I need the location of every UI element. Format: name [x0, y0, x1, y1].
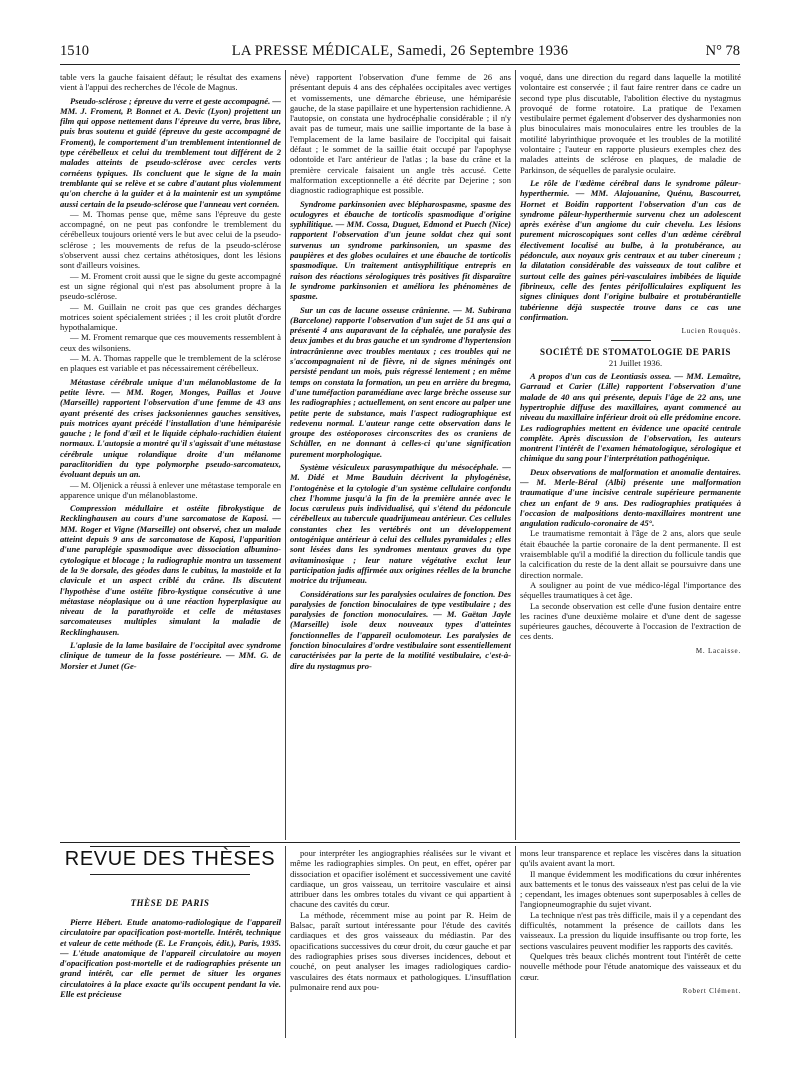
bottom-column-3: [520, 848, 741, 1038]
text-paragraph: — M. Froment croit aussi que le signe du geste accompagné est un signe régional qui n'est pas absolument propre à la pseudo-sclérose.: [60, 270, 281, 302]
column-3-part-a: [520, 72, 741, 322]
bottom-divider-2: [515, 846, 516, 1038]
issue-number: N° 78: [705, 43, 740, 59]
text-paragraph: — M. Oljenick a réussi à enlever une métastase temporale en apparence unique d'un mélanoblastome.: [60, 479, 281, 500]
section-rule-middle: [60, 842, 740, 843]
text-paragraph: nève) rapportent l'observation d'une femme de 26 ans présentant depuis 4 ans des céphalées occipitales avec vertiges et vomissements, une démarche ébrieuse, une hémiparésie gauche, de la stase papillaire et une hypertension rachidienne. A l'autopsie, on constata une hydrocéphalie considérable ; il n'y avait pas de tumeur, mais une saillie importante de la base à l'emplacement de la lame basilaire de l'occipital qui faisait défaut ; le sommet de la saillie était occupé par l'apophyse odontoïde et l'arc antérieur de l'atlas ; la base du crâne et la première cervicale faisaient un angle très accusé. Cette malformation exceptionnelle a été décrite par Dejerine ; son diagnostic radiographique est possible.: [290, 72, 511, 196]
text-paragraph: A souligner au point de vue médico-légal l'importance des séquelles traumatiques à cet âge.: [520, 579, 741, 601]
bottom-column-1: [60, 914, 281, 1036]
text-paragraph: table vers la gauche faisaient défaut; le résultat des examens vient à l'appui des recherches de l'école de Magnus.: [60, 72, 281, 93]
text-paragraph: — M. Froment remarque que ces mouvements ressemblent à ceux des wilsoniens.: [60, 332, 281, 353]
article-heading-paragraph: Sur un cas de lacune osseuse crânienne. — M. Subirana (Barcelone) rapporte l'observation d'un sujet de 51 ans qui a présenté 4 ans auparavant de la céphalée, une paralysie des deux jambes et du bras gauche et un syndrome d'hypertension intracrânienne avec troubles mentaux ; ces troubles qui ne s'accompagnaient ni de fièvre, ni de signes méningés ont persisté pendant un mois, puis régressé lentement ; en même temps on constata la formation, un peu en arrière du bregma, d'une tuméfaction paramédiane avec large brèche osseuse sur les radiographies ; actuellement, on sent encore au palper une petite perte de substance, mais l'aspect radiographique est redevenu normal. L'auteur range cette observation dans le groupe des ostéoporoses circonscrites des os craniens de Schüller, en ne donnant à celles-ci qu'une signification purement morphologique.: [290, 304, 511, 459]
bottom-divider-1: [285, 846, 286, 1038]
column-3: [520, 72, 741, 840]
bottom-column-3-body: [520, 848, 741, 982]
text-paragraph: Quelques très beaux clichés montrent tout l'intérêt de cette nouvelle méthode pour l'étude anatomique des vaisseaux et du cœur.: [520, 950, 741, 982]
article-heading-paragraph: Pseudo-sclérose ; épreuve du verre et geste accompagné. — MM. J. Froment, P. Bonnet et A. Devic (Lyon) projettent un film qui oppose nettement dans l'épreuve du verre, bras libre, puis bras soutenu et guidé (épreuve du geste accompagné de Froment), le comportement d'un tremblement intentionnel de type cérébelleux et celui du tremblement tout différent de 2 malades atteints de pseudo-sclérose avec cercles verts cornéens typiques. Ils concluent que le signe de la main tremblante qui se relève et se cabre d'autant plus violemment qu'on cherche à la guider et à la maintenir est un symptôme aussi certain de la pseudo-sclérose que l'anneau vert cornéen.: [60, 95, 281, 209]
revue-rule-top: [90, 846, 250, 847]
text-paragraph: — M. A. Thomas rappelle que le tremblement de la sclérose en plaques est variable et pas nécessairement cérébelleux.: [60, 353, 281, 374]
text-paragraph: mons leur transparence et replace les viscères dans la situation qu'ils avaient avant la mort.: [520, 848, 741, 869]
text-paragraph: La méthode, récemment mise au point par R. Heim de Balsac, paraît surtout intéressante pour l'étude des cavités cardiaques et des gros vaisseaux du médiastin. Par des opacifications successives du cœur droit, du cœur gauche et par des radiographies prises sous diverses incidences, debout et couché, on peut analyser les images radiologiques cardio-vasculaires des états normaux et pathologiques. L'insufflation pulmonaire rend aux pou-: [290, 909, 511, 992]
signature-rouques: Lucien Rouquès.: [681, 327, 741, 336]
signature-lacaisse: M. Lacaisse.: [695, 646, 741, 655]
column-3-part-b: [520, 371, 741, 642]
article-heading-paragraph: Système vésiculeux parasympathique du mésocéphale. — M. Didé et Mme Bauduin décrivent la phylogénèse, l'ontogénèse et la cytologie d'un système cellulaire confondu chez l'homme jusqu'à la fin de la première année avec le locus cæruleus puis individualisé, qui s'étend du pédoncule cérébelleux au tubercule quadrijumeau antérieur. Ces cellules constantes chez les vertébrés ont un développement ontogénique antérieur à celui des cellules pyramidales ; elles sont lésées dans les syndromes mentaux graves du type avitaminosique ; leur nature végétative exclut leur participation jadis affirmée aux origines réelles de la branche motrice du trijumeau.: [290, 461, 511, 586]
article-heading-paragraph: Métastase cérébrale unique d'un mélanoblastome de la petite lèvre. — MM. Roger, Monges, Paillas et Jouve (Marseille) rapportent l'observation d'une femme de 43 ans ayant présenté des crises jacksoniennes gauches sensitives, puis motrices ayant précédé l'installation d'une hémiparésie gauche ; le fond d'œil et le liquide céphalo-rachidien étaient normaux. L'autopsie a montré qu'il s'agissait d'une métastase cérébrale unique rolandique droite d'un mélanome paraclitoridien du type polymorphe pseudo-sarcomateux, évoluant depuis un an.: [60, 376, 281, 480]
society-date: 21 Juillet 1936.: [608, 357, 663, 368]
text-paragraph: — M. Guillain ne croit pas que ces grandes décharges motrices soient spécialement striées ; il les croit plutôt d'ordre hypothalamique.: [60, 301, 281, 333]
society-heading: SOCIÉTÉ DE STOMATOLOGIE DE PARIS: [540, 347, 731, 358]
article-heading-paragraph: L'aplasie de la lame basilaire de l'occipital avec syndrome clinique de tumeur de la fosse postérieure. — MM. G. de Morsier et Junet (Ge-: [60, 640, 281, 671]
text-paragraph: Le traumatisme remontait à l'âge de 2 ans, alors que seule était ébauchée la partie coronaire de la dent permanente. Il est vraisemblable qu'il a modifié la direction du follicule tandis que la calcification du reste de la dent allait se poursuivre dans une direction normale.: [520, 528, 741, 580]
text-paragraph: — M. Thomas pense que, même sans l'épreuve du geste accompagné, on ne peut pas confondre le tremblement du cérébelleux toujours orienté vers le but avec celui de la pseudo-sclérose ; les mouvements de refus de la pseudo-sclérose s'observent aussi chez certains athétosiques, dont les lésions sont d'ailleurs voisines.: [60, 208, 281, 271]
revue-des-theses-heading: REVUE DES THÈSES: [64, 848, 276, 870]
running-header: [60, 43, 740, 63]
text-paragraph: La seconde observation est celle d'une fusion dentaire entre les racines d'une deuxième molaire et d'une dent de sagesse supérieures gauches, découverte à l'occasion de l'extraction de ces dents.: [520, 600, 741, 642]
signature-clement: Robert Clément.: [682, 986, 741, 995]
page-number: 1510: [60, 43, 89, 59]
column-divider-2: [515, 70, 516, 840]
article-heading-paragraph: Deux observations de malformation et anomalie dentaires. — M. Merle-Béral (Albi) présente une malformation traumatique d'une incisive centrale supérieure permanente chez un enfant de 9 ans. Des radiographies pratiquées à l'occasion de malpositions dento-maxillaires montrent une angulation radiculo-coronaire de 45°.: [520, 466, 741, 529]
these-de-paris-heading: THÈSE DE PARIS: [130, 898, 210, 908]
article-heading-paragraph: A propos d'un cas de Leontiasis ossea. — MM. Lemaître, Garraud et Carier (Lille) rapportent l'observation d'une malade de 40 ans qui présente, depuis l'âge de 22 ans, une hypertrophie diffuse des maxillaires, ayant commencé au niveau du maxillaire inférieur droit où elle prédomine encore. Les radiographies mettent en évidence une opacité centrale complète. Après discussion de l'observation, les auteurs montrent l'intérêt de l'examen hématologique, sérologique et chimique du sang pour l'interprétation pathogénique.: [520, 371, 741, 464]
text-paragraph: pour interpréter les angiographies réalisées sur le vivant et même les radiographies simples. On peut, en effet, opérer par dissociation et opacifier isolément et successivement une cavité cardiaque, un gros vaisseau, un territoire vasculaire et ainsi attribuer dans les ombres totales du vivant ce qui appartient à chacune des cavités du cœur.: [290, 848, 511, 910]
article-heading-paragraph: Le rôle de l'œdème cérébral dans le syndrome pâleur-hyperthermie. — MM. Alajouanine, Quénu, Bascourret, Hornet et Boidin rapportent l'observation d'un cas de syndrome pâleur-hyperthermie survenu chez un adolescent après exérèse d'un angiome du cuir chevelu. Les lésions purement microscopiques sont celles d'un œdème cérébral électivement localisé au bulbe, à la protubérance, au pédoncule, aux noyaux gris centraux et au tuber cinereum ; la dilatation considérable des vaisseaux de tout calibre et surtout celle des gaines péri-vasculaires imbibées de liquide fibrineux, celle des fentes périfolliculaires expliquent les signes cliniques dont l'origine bulbaire et protubérantielle tubérienne déjà suspectée trouve dans ce cas une confirmation.: [520, 177, 741, 322]
header-rule: [60, 64, 740, 65]
revue-rule-bottom: [90, 874, 250, 875]
column-1: [60, 72, 281, 840]
column-2: [290, 72, 511, 840]
journal-title: LA PRESSE MÉDICALE, Samedi, 26 Septembre 1936: [231, 43, 569, 59]
article-heading-paragraph: Considérations sur les paralysies oculaires de fonction. Des paralysies de fonction binoculaires de type vestibulaire ; des paralysies de fonction monoculaires. — M. Gaëtan Jayle (Marseille) isole deux nouveaux types d'atteintes fonctionnelles de l'appareil oculomoteur. Les paralysies de fonction binoculaires d'ordre vestibulaire sont essentiellement caractérisées par la perte de la motilité vestibulaire, c'est-à-dire du nystagmus pro-: [290, 588, 511, 671]
article-heading-paragraph: Compression médullaire et ostéite fibrokystique de Recklinghausen au cours d'une sarcomatose de Kaposi. — MM. Roger et Vigne (Marseille) ont observé, chez un malade atteint depuis 9 ans de sarcomatose de Kaposi, l'apparition d'une paraplégie spasmodique avec dissociation albumino-cytologique et blocage ; la radiographie montra un tassement de la 9e dorsale, des géodes dans le cubitus, la mastoïde et la clavicule et un aspect criblé du crâne. Ils discutent l'hypothèse d'une ostéite fibro-kystique consécutive à une métastase néoplasique ou à une réaction hyperplasique au niveau de la parathyroïde et celle de métastases sarcomateuses multiples simulant la maladie de Recklinghausen.: [60, 503, 281, 637]
column-divider-1: [285, 70, 286, 840]
text-paragraph: La technique n'est pas très difficile, mais il y a cependant des difficultés, notamment la présence de caillots dans les vaisseaux. La pression du liquide insuffisante ou trop forte, les sections vasculaires peuvent modifier les rapports des cavités.: [520, 909, 741, 951]
text-paragraph: Il manque évidemment les modifications du cœur inhérentes aux battements et le tonus des vaisseaux n'est pas celui de la vie ; cependant, les images obtenues sont superposables à celles de l'angiopneumographie du sujet vivant.: [520, 868, 741, 910]
section-rule: [611, 340, 651, 341]
bottom-column-2: [290, 848, 511, 1038]
article-heading-paragraph: Syndrome parkinsonien avec blépharospasme, spasme des oculogyres et ébauche de torticolis spasmodique d'origine syphilitique. — MM. Cossa, Duguet, Edmond et Puech (Nice) rapportent l'observation d'un jeune soldat chez qui sont survenus un syndrome parkinsonien, un spasme des paupières et des globes oculaires et une ébauche de torticolis spasmodique. Un traitement antisyphilitique entrepris en raison des réactions sérologiques très positives fit disparaître le syndrome parkinsonien et améliora les phénomènes de spasme.: [290, 198, 511, 302]
article-heading-paragraph: Pierre Hébert. Etude anatomo-radiologique de l'appareil circulatoire par opacification post-mortelle. Intérêt, technique et valeur de cette méthode (E. Le François, édit.), Paris, 1935. — L'étude anatomique de l'appareil circulatoire au moyen d'opacification post-mortelle et de radiographies présente un grand intérêt, car elle permet de situer les organes circulatoires à la place exacte qu'ils occupent pendant la vie. Elle est précieuse: [60, 917, 281, 1000]
text-paragraph: voqué, dans une direction du regard dans laquelle la motilité volontaire est conservée ; il faut faire rentrer dans ce cadre un second type plus discutable, l'abolition élective du nystagmus provoqué de forme rotatoire. La pratique de l'examen vestibulaire permet également d'observer des dysharmonies non plus binoculaires mais monoculaires entre les troubles de la motilité labyrinthique provoquée et les troubles de la motilité volontaire ; l'auteur en rapporte plusieurs exemples chez des malades atteints de sclérose en plaques, de maladie de Parkinson, de séquelles de paralysie oculaire.: [520, 72, 741, 175]
